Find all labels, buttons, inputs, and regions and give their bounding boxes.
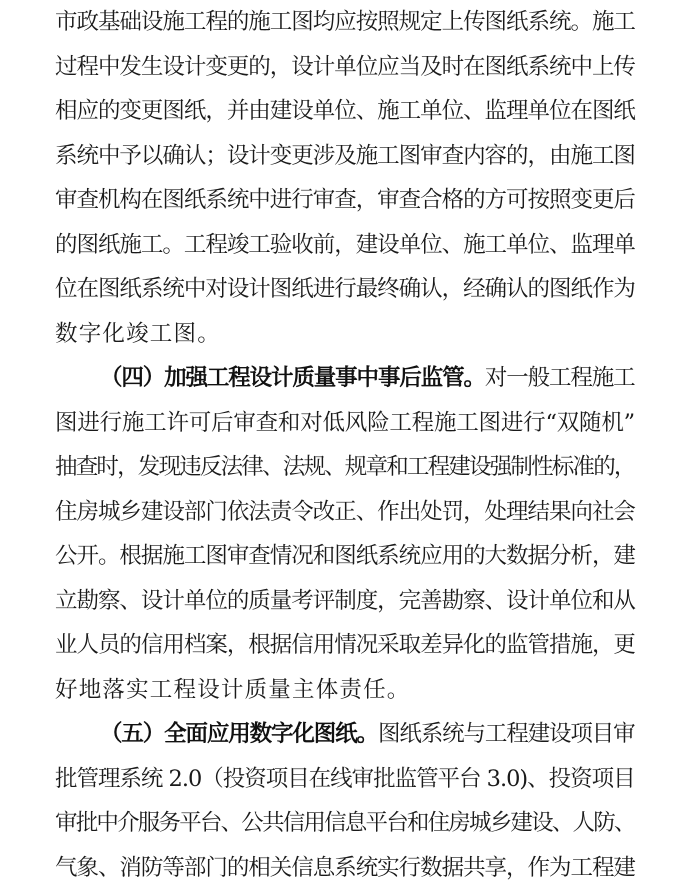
section-4-first-line-rest: 对一般工程施工 — [484, 365, 635, 391]
section-4-line-4: 住房城乡建设部门依法责令改正、作出处罚，处理结果向社会 — [55, 499, 635, 525]
section-4-line-3: 抽查时，发现违反法律、法规、规章和工程建设强制性标准的， — [55, 454, 635, 480]
section-4-line-7: 业人员的信用档案，根据信用情况采取差异化的监管措施，更 — [55, 632, 635, 658]
section-4-line-6: 立勘察、设计单位的质量考评制度，完善勘察、设计单位和从 — [55, 588, 635, 614]
section-5-heading: （五）全面应用数字化图纸。 — [100, 721, 378, 747]
paragraph-1-line-4: 系统中予以确认；设计变更涉及施工图审查内容的，由施工图 — [55, 143, 635, 169]
section-4-line-2: 图进行施工许可后审查和对低风险工程施工图进行“双随机” — [55, 410, 635, 436]
section-5-line-4: 气象、消防等部门的相关信息系统实行数据共享，作为工程建 — [55, 855, 635, 881]
section-4-line-8: 好地落实工程设计质量主体责任。 — [55, 677, 411, 703]
paragraph-1-line-1: 市政基础设施工程的施工图均应按照规定上传图纸系统。施工 — [55, 9, 635, 35]
paragraph-1-line-6: 的图纸施工。工程竣工验收前，建设单位、施工单位、监理单 — [55, 232, 635, 258]
section-5-first-line — [100, 714, 680, 754]
section-4-heading: （四）加强工程设计质量事中事后监管。 — [100, 365, 485, 391]
paragraph-1-line-3: 相应的变更图纸，并由建设单位、施工单位、监理单位在图纸 — [55, 98, 635, 124]
section-4-line-5: 公开。根据施工图审查情况和图纸系统应用的大数据分析，建 — [55, 543, 635, 569]
paragraph-1-line-8: 数字化竣工图。 — [55, 321, 221, 347]
section-5-line-2: 批管理系统 2.0（投资项目在线审批监管平台 3.0)、投资项目 — [55, 766, 635, 792]
section-4-first-line — [100, 358, 680, 398]
paragraph-1-line-2: 过程中发生设计变更的，设计单位应当及时在图纸系统中上传 — [55, 54, 635, 80]
section-5-line-3: 审批中介服务平台、公共信用信息平台和住房城乡建设、人防、 — [55, 810, 635, 836]
paragraph-1-line-7: 位在图纸系统中对设计图纸进行最终确认，经确认的图纸作为 — [55, 276, 635, 302]
section-5-first-line-rest: 图纸系统与工程建设项目审 — [377, 721, 635, 747]
paragraph-1-line-5: 审查机构在图纸系统中进行审查，审查合格的方可按照变更后 — [55, 187, 635, 213]
